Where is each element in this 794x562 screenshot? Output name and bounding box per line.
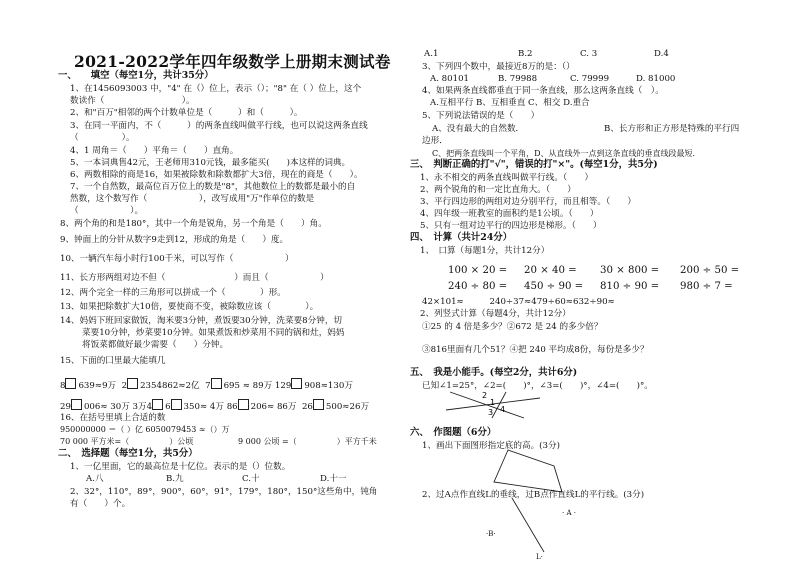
angle-label-2: 2 — [482, 391, 488, 400]
question-15-row-2: 29 006≈ 30万 3万4 6 350≈ 4万 86 206≈ 86万 26 500≈26万 — [60, 399, 369, 412]
point-b: ·B· — [486, 530, 496, 538]
choice-3-option-c[interactable]: C. 79999 — [570, 74, 610, 84]
calc-1-row1-c: 30 × 800 = — [600, 265, 660, 276]
question-15: 15、下面的囗里最大能填几 — [60, 356, 166, 366]
angle-label-1: 1 — [490, 398, 496, 407]
choice-1-option-a[interactable]: A.八 — [86, 474, 104, 484]
answer-box[interactable] — [313, 399, 324, 410]
question-4: 4、1 周角＝（ ）平角＝（ ）直角。 — [70, 146, 239, 156]
angle-question: 已知∠1=25°，∠2=( )°，∠3=( )°，∠4=( )°。 — [422, 381, 653, 391]
choice-1: 1、一亿里面，它的最高位是十亿位。表示的是（）位数。 — [70, 462, 291, 472]
question-3-line-1: 3、在同一平面内，不（ ）的两条直线叫做平行线，也可以说这两条直线 — [70, 121, 368, 131]
calc-2-line-2: ③816里面有几个51？④把 240 平均成8份，每份是多少？ — [422, 345, 649, 355]
question-7-line-3: （ ）。 — [70, 206, 144, 216]
section-1-heading: 一、 填空（每空1分，共计35分） — [58, 70, 214, 81]
calc-2-line-1: ①25 的 4 倍是多少？②672 是 24 的多少倍？ — [422, 322, 603, 332]
question-1-line-1: 1、在1456093003 中，"4" 在（）位上，表示（）；"8" 在（ ）位上，这个 — [70, 84, 362, 94]
choice-3-option-a[interactable]: A. 80101 — [430, 74, 470, 84]
answer-box[interactable] — [65, 378, 76, 389]
choice-2-option-d[interactable]: D.4 — [654, 49, 669, 59]
question-15-row-1: 8 639≈9万 2 2354862≈2亿 7 695 ≈ 89万 129 908≈130万 — [60, 378, 353, 391]
point-a: · A · — [562, 509, 576, 517]
question-6: 6、两数相除的商是16，如果被除数和除数都扩大3倍，现在的商是（ ）。 — [70, 170, 363, 180]
calc-1-heading: 1、 口算（每题1分，共计12分） — [420, 246, 550, 256]
calc-1-row1-a: 100 × 20 = — [448, 265, 508, 276]
drawing-1: 1、画出下面图形指定底的高。(3分) — [422, 441, 560, 451]
calc-1-row2-a: 240 ÷ 80 = — [448, 281, 508, 292]
question-7-line-2: 然数，这个数写作（ ），改写成用"万"作单位的数是 — [70, 194, 315, 204]
trapezoid-figure — [492, 448, 572, 494]
choice-5-option-b[interactable]: B、长方形和正方形是特殊的平行四 — [604, 124, 740, 134]
question-11: 11、长方形两组对边不但（ ）而且（ ） — [60, 273, 329, 283]
choice-1-option-b[interactable]: B.九 — [166, 474, 184, 484]
calc-1-row2-c: 810 ÷ 90 = — [600, 281, 660, 292]
choice-5: 5、下列说法错误的是（ ） — [422, 111, 540, 121]
calc-1-row1-b: 20 × 40 = — [524, 265, 577, 276]
choice-5-option-b-cont: 边形． — [422, 136, 448, 146]
question-14-line-2: 菜要10分钟，炒菜要10分钟。如果煮饭和炒菜用不同的锅和灶，妈妈 — [82, 328, 345, 338]
choice-2-line-2: 有（ ）个。 — [70, 499, 131, 509]
question-2: 2、和"百万"相邻的两个计数单位是（ ）和（ ）。 — [70, 108, 303, 118]
section-2-heading: 二、 选择题（每空1分，共5分） — [58, 448, 198, 459]
calc-1-row2-d: 980 ÷ 7 = — [680, 281, 733, 292]
question-16-a: 950000000 ＝（ ）亿 6050079453 ≈（）万 — [60, 425, 230, 434]
angle-label-3: 3 — [488, 408, 494, 417]
choice-2-option-b[interactable]: B.2 — [518, 49, 533, 59]
choice-4: 4、如果两条直线都垂直于同一条直线，那么这两条直线（ ）。 — [422, 86, 664, 96]
calc-1-row2-b: 450 ÷ 90 = — [524, 281, 584, 292]
calc-1-row1-d: 200 ÷ 50 = — [680, 265, 740, 276]
question-1-line-2: 数读作（ ）。 — [70, 96, 195, 106]
calc-2-heading: 2、列竖式计算（每题4分，共计12分） — [420, 309, 571, 319]
answer-box[interactable] — [127, 378, 138, 389]
section-6-heading: 六、 作图题（6分） — [410, 427, 497, 438]
choice-5-option-a[interactable]: A、没有最大的自然数． — [432, 124, 525, 134]
section-4-heading: 四、 计算（共计24分） — [410, 232, 513, 243]
choice-2-line-1: 2、32°，110°，89°，900°，60°，91°，179°，180°，150°这些角中，钝角 — [70, 487, 378, 497]
answer-box[interactable] — [211, 378, 222, 389]
section-5-heading: 五、 我是小能手。(每空2分，共计6分) — [410, 367, 578, 378]
answer-box[interactable] — [171, 399, 182, 410]
question-7-line-1: 7、一个自然数，最高位百万位上的数是"8"，其他数位上的数都是最小的自 — [70, 182, 356, 192]
choice-3: 3、下列四个数中，最接近8万的是：（） — [422, 62, 575, 72]
choice-3-option-d[interactable]: D. 81000 — [636, 74, 676, 84]
question-9: 9、钟面上的分针从数字9走到12，形成的角是（ ）度。 — [60, 235, 289, 245]
line-l-label: L· — [536, 553, 543, 561]
choice-3-option-b[interactable]: B. 79988 — [498, 74, 538, 84]
question-3-line-2: （ ）。 — [70, 133, 135, 143]
calc-1-row3: 42×101≈ 240÷37≈479÷60≈632÷90≈ — [422, 297, 615, 307]
question-10: 10、一辆汽车每小时行100千米，可以写作（ ） — [60, 254, 294, 264]
question-14-line-3: 将饭菜都做好最少需要（ ）分钟。 — [82, 340, 229, 350]
judge-2: 2、两个锐角的和一定比直角大。（ ） — [420, 185, 576, 195]
page-title: 2021-2022学年四年级数学上册期末测试卷 — [74, 52, 391, 71]
answer-box[interactable] — [152, 399, 163, 410]
judge-5: 5、只有一组对边平行的四边形是梯形。（ ） — [420, 221, 602, 231]
question-14-line-1: 14、妈妈下班回家做饭，淘米要3分钟，煮饭要30分钟，洗菜要8分钟，切 — [60, 316, 343, 326]
section-3-heading: 三、 判断正确的打"√"，错误的打"×"。(每空1分，共5分) — [410, 159, 658, 170]
question-5: 5、一本词典售42元，王老师用310元钱，最多能买( )本这样的词典。 — [70, 158, 351, 168]
question-8: 8、两个角的和是180°，其中一个角是锐角，另一个角是（ ）角。 — [60, 219, 327, 229]
answer-box[interactable] — [71, 399, 82, 410]
question-16: 16、在括号里填上合适的数 — [60, 413, 166, 423]
angle-figure — [444, 388, 544, 422]
question-16-b2: 9 000 公顷 =（ ）平方千米 — [238, 437, 377, 446]
choice-1-option-c[interactable]: C.十 — [242, 474, 260, 484]
answer-box[interactable] — [291, 378, 302, 389]
choice-2-option-c[interactable]: C. 3 — [580, 49, 598, 59]
answer-box[interactable] — [238, 399, 249, 410]
judge-1: 1、永不相交的两条直线叫做平行线。（ ） — [420, 173, 594, 183]
question-12: 12、两个完全一样的三角形可以拼成一个（ ）形。 — [60, 288, 286, 298]
question-16-b1: 70 000 平方米=（ ）公顷 — [60, 437, 194, 446]
choice-5-option-cd[interactable]: C、把两条直线叫一个平角，D、从直线外一点到这条直线的垂直线段最短． — [432, 149, 701, 158]
judge-3: 3、平行四边形的两组对边分别平行，而且相等。（ ） — [420, 197, 637, 207]
question-13: 13、如果把除数扩大10倍，要使商不变，被除数应该（ ）。 — [60, 302, 319, 312]
choice-1-option-d[interactable]: D.十一 — [320, 474, 347, 484]
drawing-2: 2、过A点作直线L的垂线，过B点作直线L的平行线。(3分) — [422, 490, 645, 500]
choice-4-options[interactable]: A.互相平行 B、互相垂直 C、相交 D.重合 — [430, 98, 590, 108]
judge-4: 4、四年级一班教室的面积约是1公顷。（ ） — [420, 209, 599, 219]
choice-2-option-a[interactable]: A.1 — [424, 49, 439, 59]
line-l-figure — [508, 496, 558, 558]
angle-label-4: 4 — [500, 405, 506, 414]
